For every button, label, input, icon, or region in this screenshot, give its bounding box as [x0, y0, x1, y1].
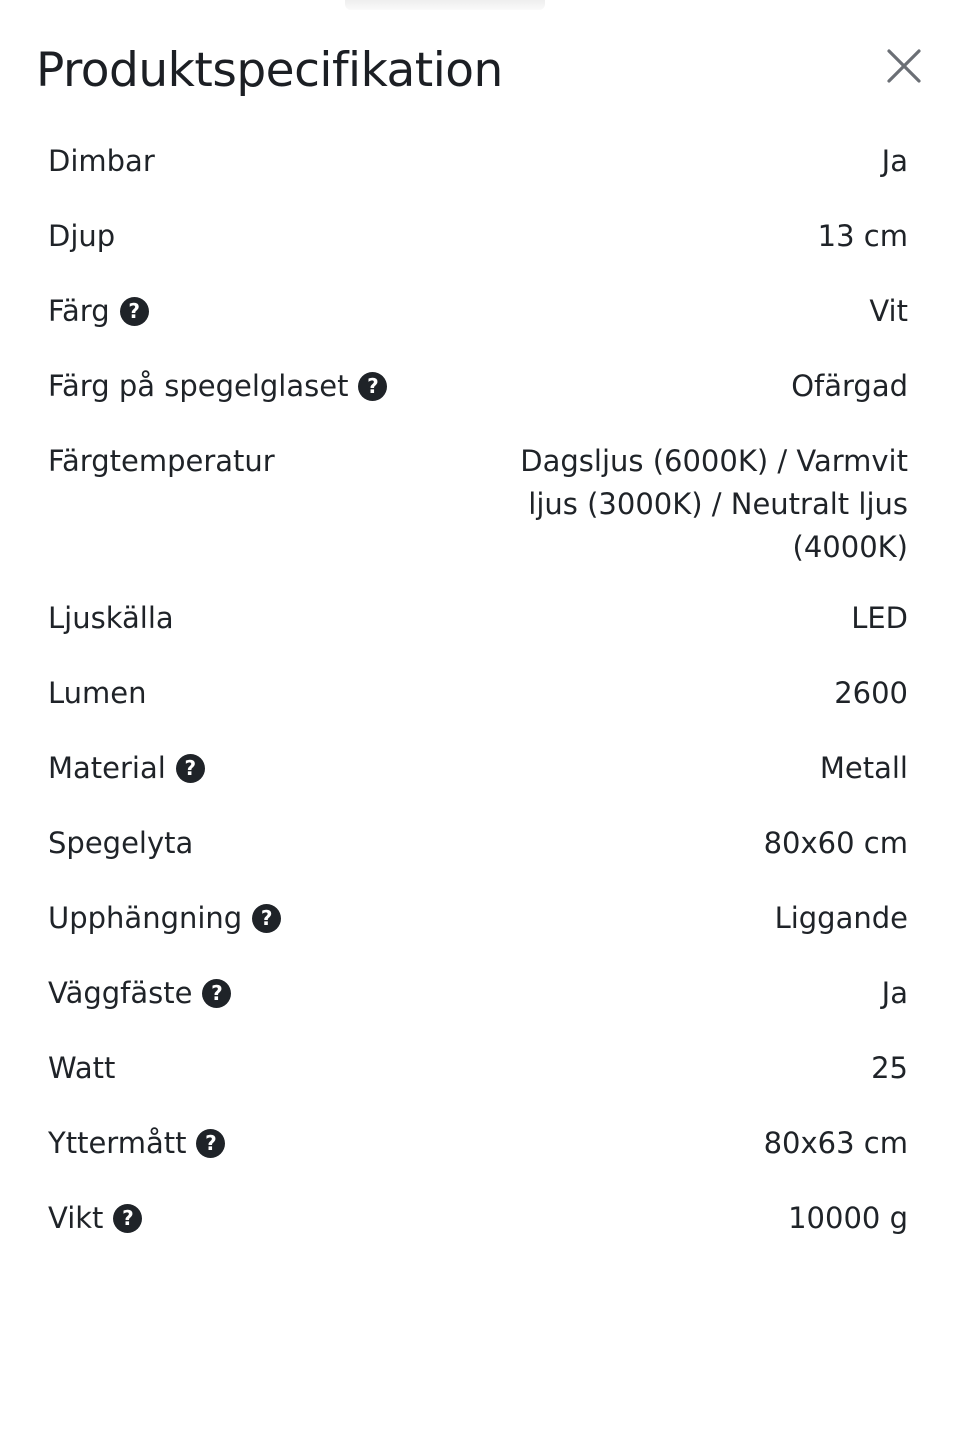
spec-label-wrap — [48, 140, 155, 183]
spec-label-wrap — [48, 822, 193, 865]
sheet-header — [36, 38, 924, 104]
spec-label-wrap — [48, 215, 115, 258]
spec-row — [48, 1183, 908, 1258]
spec-value: 2600 — [834, 676, 908, 710]
spec-label-wrap — [48, 290, 149, 333]
spec-value: 13 cm — [817, 219, 908, 253]
spec-label: Spegelyta — [48, 826, 194, 860]
spec-label: Upphängning — [48, 901, 243, 935]
close-icon — [884, 46, 924, 86]
spec-value: Ja — [881, 976, 908, 1010]
spec-label: Väggfäste — [48, 976, 193, 1010]
help-icon[interactable]: ? — [202, 979, 231, 1008]
spec-row — [48, 883, 908, 958]
spec-row — [48, 351, 908, 426]
spec-label-wrap — [48, 747, 205, 790]
spec-row — [48, 658, 908, 733]
help-icon[interactable]: ? — [120, 297, 149, 326]
spec-value: Dagsljus (6000K) / Varmvit ljus (3000K) / Neutralt ljus (4000K) — [520, 444, 908, 564]
spec-label-wrap — [48, 672, 147, 715]
help-icon[interactable]: ? — [358, 372, 387, 401]
spec-label: Färg på spegelglaset — [48, 369, 349, 403]
spec-value: 80x63 cm — [763, 1126, 908, 1160]
spec-label-wrap — [48, 597, 174, 640]
spec-value: 25 — [871, 1051, 908, 1085]
spec-label: Dimbar — [48, 144, 155, 178]
spec-label-wrap — [48, 440, 275, 483]
spec-row — [48, 201, 908, 276]
spec-value: 10000 g — [788, 1201, 908, 1235]
spec-row — [48, 1033, 908, 1108]
spec-row — [48, 276, 908, 351]
spec-label-wrap — [48, 972, 231, 1015]
spec-row — [48, 426, 908, 583]
page-title: Produktspecifikation — [36, 43, 503, 98]
help-icon[interactable]: ? — [252, 904, 281, 933]
spec-row — [48, 1108, 908, 1183]
close-button[interactable] — [884, 46, 924, 86]
spec-label: Färgtemperatur — [48, 444, 275, 478]
spec-value: Ofärgad — [791, 369, 908, 403]
spec-label-wrap — [48, 1197, 142, 1240]
spec-label-wrap — [48, 1122, 225, 1165]
spec-value: Liggande — [774, 901, 908, 935]
spec-label-wrap — [48, 897, 281, 940]
spec-value: 80x60 cm — [763, 826, 908, 860]
spec-row — [48, 583, 908, 658]
spec-row — [48, 808, 908, 883]
spec-label: Yttermått — [48, 1126, 187, 1160]
spec-row — [48, 958, 908, 1033]
spec-label-wrap — [48, 1047, 115, 1090]
spec-label: Färg — [48, 294, 110, 328]
help-icon[interactable]: ? — [113, 1204, 142, 1233]
spec-row — [48, 733, 908, 808]
help-icon[interactable]: ? — [196, 1129, 225, 1158]
spec-row — [48, 126, 908, 201]
spec-list — [48, 126, 908, 1258]
spec-label: Material — [48, 751, 166, 785]
help-icon[interactable]: ? — [176, 754, 205, 783]
spec-label: Djup — [48, 219, 116, 253]
sheet-grab-handle[interactable] — [345, 0, 545, 10]
spec-value: Vit — [869, 294, 908, 328]
spec-label: Lumen — [48, 676, 147, 710]
spec-value: LED — [851, 601, 908, 635]
spec-label: Watt — [48, 1051, 116, 1085]
spec-label: Vikt — [48, 1201, 104, 1235]
spec-label-wrap — [48, 365, 387, 408]
spec-value: Metall — [819, 751, 908, 785]
spec-value: Ja — [881, 144, 908, 178]
spec-label: Ljuskälla — [48, 601, 174, 635]
